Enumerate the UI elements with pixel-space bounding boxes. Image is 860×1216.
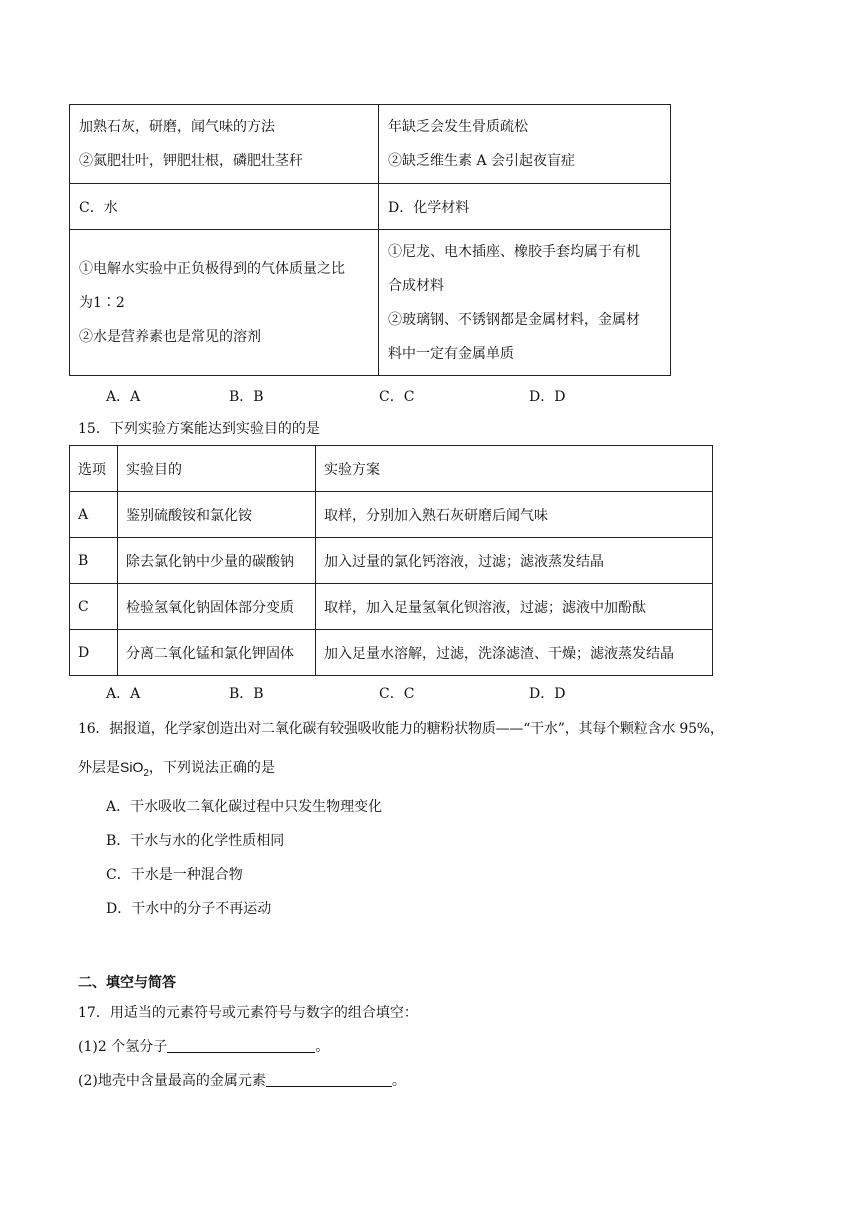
table-header-row (70, 446, 713, 492)
table-cell: C (70, 584, 118, 630)
punctuation: 。 (315, 1039, 330, 1055)
cell-text: ②缺乏维生素 A 会引起夜盲症 (388, 153, 576, 169)
table-cell: B (70, 538, 118, 584)
q16-option-d[interactable]: D．干水中的分子不再运动 (106, 901, 272, 917)
table-cell: A (70, 492, 118, 538)
question-text: (1)2 个氢分子 (78, 1039, 168, 1055)
formula-subscript: 2 (143, 767, 149, 779)
table-cell: D (70, 630, 118, 676)
q16-stem-line2 (78, 757, 275, 779)
q17-part1 (78, 1036, 329, 1056)
header-cell: 实验方案 (316, 446, 713, 492)
table-row (70, 630, 713, 676)
option-c[interactable]: C．C (379, 389, 415, 405)
table-row (70, 105, 671, 184)
cell-text: ①尼龙、电木插座、橡胶手套均属于有机 (388, 243, 640, 260)
cell-text: 年缺乏会发生骨质疏松 (388, 119, 528, 135)
header-cell: 实验目的 (118, 446, 316, 492)
q16-option-a[interactable]: A．干水吸收二氧化碳过程中只发生物理变化 (106, 799, 383, 815)
option-d[interactable]: D．D (529, 686, 566, 702)
q15-options (0, 683, 860, 703)
table-row (70, 492, 713, 538)
table-cell: 鉴别硫酸铵和氯化铵 (118, 492, 316, 538)
table-row (70, 230, 671, 376)
table-cell (70, 105, 379, 184)
table-cell: 检验氢氧化钠固体部分变质 (118, 584, 316, 630)
stem-text: 外层是 (78, 760, 120, 776)
table-cell: 加入过量的氯化钙溶液，过滤；滤液蒸发结晶 (316, 538, 713, 584)
option-b[interactable]: B．B (229, 686, 264, 702)
option-a[interactable]: A．A (106, 686, 141, 702)
punctuation: 。 (391, 1073, 406, 1089)
table-row (70, 584, 713, 630)
header-cell: 选项 (70, 446, 118, 492)
q17-part2 (78, 1070, 406, 1090)
formula-text: SiO (120, 759, 144, 775)
table-cell: 取样，分别加入熟石灰研磨后闻气味 (316, 492, 713, 538)
table-cell: 分离二氧化锰和氯化钾固体 (118, 630, 316, 676)
experiment-table (69, 445, 713, 676)
q16-option-c[interactable]: C．干水是一种混合物 (106, 867, 243, 883)
table-cell: C．水 (70, 184, 379, 230)
option-d[interactable]: D．D (529, 389, 566, 405)
q15-stem: 15．下列实验方案能达到实验目的的是 (78, 421, 320, 437)
q16-stem-line1: 16．据报道，化学家创造出对二氧化碳有较强吸收能力的糖粉状物质——“干水”，其每个颗粒含水 95%， (78, 721, 724, 737)
table-cell: 除去氯化钠中少量的碳酸钠 (118, 538, 316, 584)
cell-text: ②水是营养素也是常见的溶剂 (79, 328, 261, 345)
answer-blank[interactable] (167, 1038, 315, 1053)
cell-text: ②玻璃钢、不锈钢都是金属材料，金属材 (388, 311, 640, 328)
cell-text: 加熟石灰，研磨，闻气味的方法 (79, 119, 275, 135)
q17-stem: 17．用适当的元素符号或元素符号与数字的组合填空： (78, 1005, 418, 1021)
table-cell: D．化学材料 (379, 184, 671, 230)
table-row (70, 538, 713, 584)
q16-option-b[interactable]: B．干水与水的化学性质相同 (106, 833, 285, 849)
cell-text: ②氮肥壮叶，钾肥壮根，磷肥壮茎秆 (79, 153, 303, 169)
cell-text: 料中一定有金属单质 (388, 345, 514, 362)
option-b[interactable]: B．B (229, 389, 264, 405)
q14-options (0, 386, 860, 406)
stem-text: ，下列说法正确的是 (148, 760, 275, 776)
option-a[interactable]: A．A (106, 389, 141, 405)
cell-text: 合成材料 (388, 277, 444, 294)
answer-blank[interactable] (266, 1072, 392, 1087)
section-heading: 二、填空与简答 (78, 975, 176, 991)
table-cell (379, 230, 671, 376)
table-cell: 加入足量水溶解，过滤，洗涤滤渣、干燥；滤液蒸发结晶 (316, 630, 713, 676)
table-cell (70, 230, 379, 376)
comparison-table (69, 104, 671, 376)
cell-text: ①电解水实验中正负极得到的气体质量之比 (79, 260, 345, 277)
table-cell (379, 105, 671, 184)
table-cell: 取样，加入足量氢氧化钡溶液，过滤；滤液中加酚酞 (316, 584, 713, 630)
chemical-formula (120, 759, 149, 779)
question-text: (2)地壳中含量最高的金属元素 (78, 1073, 266, 1089)
cell-text: 为1∶2 (79, 294, 125, 311)
option-c[interactable]: C．C (379, 686, 415, 702)
table-row (70, 184, 671, 230)
